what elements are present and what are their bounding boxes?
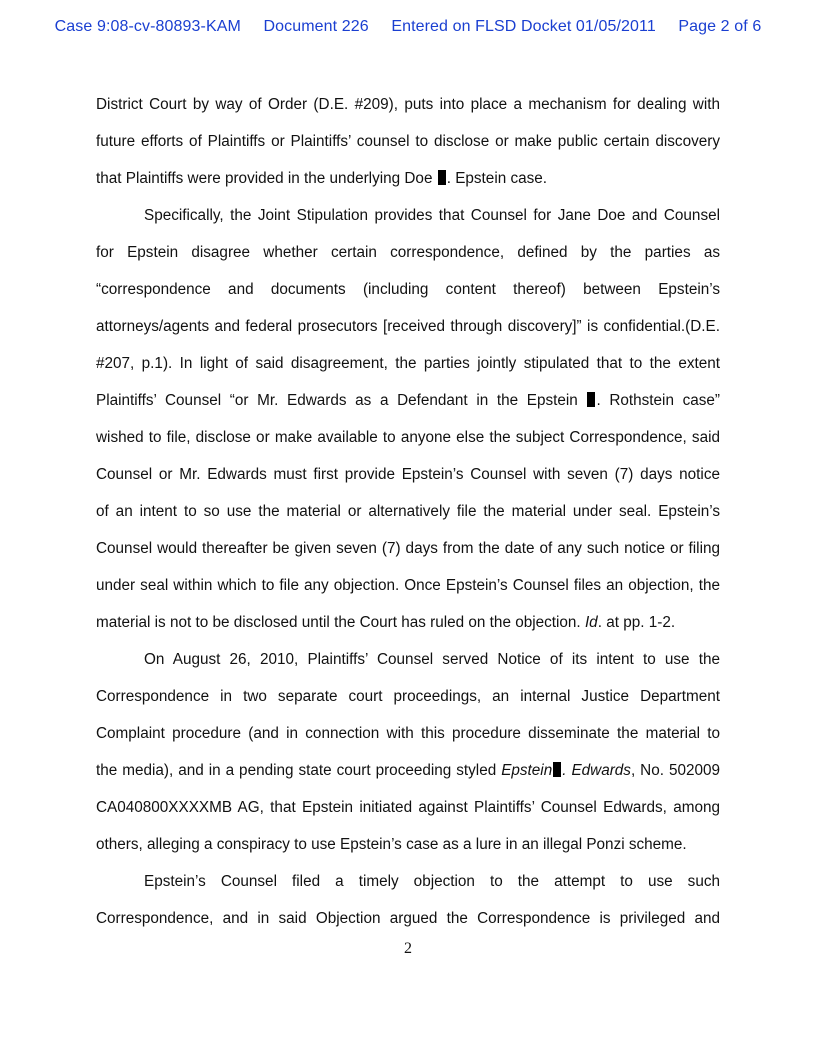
paragraph xyxy=(96,641,720,863)
text-line: District Court by way of Order (D.E. #209), puts into place a mechanism for dealing with xyxy=(96,96,720,113)
redaction-mark xyxy=(553,762,561,777)
italic-text: . Edwards xyxy=(562,762,631,779)
page-of-total: Page 2 of 6 xyxy=(678,18,762,35)
docket-header xyxy=(0,18,816,36)
document-number: Document 226 xyxy=(263,18,369,35)
text-line: CA040800XXXXMB AG, that Epstein initiated against Plaintiffs’ Counsel Edwards, among xyxy=(96,799,720,816)
text-line: #207, p.1). In light of said disagreement, the parties jointly stipulated that to the extent xyxy=(96,355,720,372)
text-line: “correspondence and documents (including content thereof) between Epstein’s xyxy=(96,281,720,298)
page-number: 2 xyxy=(404,940,412,957)
text-line: Epstein’s Counsel filed a timely objection to the attempt to use such xyxy=(144,873,720,890)
redaction-mark xyxy=(587,392,595,407)
paragraph xyxy=(96,86,720,197)
text-line: future efforts of Plaintiffs or Plaintiffs’ counsel to disclose or make public certain discovery xyxy=(96,133,720,150)
italic-text: Id xyxy=(584,614,598,631)
text-line: for Epstein disagree whether certain correspondence, defined by the parties as xyxy=(96,244,720,261)
text-line: Counsel would thereafter be given seven (7) days from the date of any such notice or filing xyxy=(96,540,720,557)
text-line: others, alleging a conspiracy to use Epstein’s case as a lure in an illegal Ponzi scheme. xyxy=(96,836,687,853)
text-line: Complaint procedure (and in connection with this procedure disseminate the material to xyxy=(96,725,720,742)
text-line: Correspondence, and in said Objection argued the Correspondence is privileged and xyxy=(96,910,720,927)
text-line: under seal within which to file any objection. Once Epstein’s Counsel files an objection, the xyxy=(96,577,720,594)
text-line: attorneys/agents and federal prosecutors [received through discovery]” is confidential.(D.E. xyxy=(96,318,720,335)
docket-entry-date: Entered on FLSD Docket 01/05/2011 xyxy=(391,18,656,35)
text-line: material is not to be disclosed until the Court has ruled on the objection. Id. at pp. 1-2. xyxy=(96,614,676,631)
text-line: On August 26, 2010, Plaintiffs’ Counsel served Notice of its intent to use the xyxy=(144,651,720,668)
text-line: Plaintiffs’ Counsel “or Mr. Edwards as a Defendant in the Epstein . Rothstein case” xyxy=(96,392,720,409)
case-number: Case 9:08-cv-80893-KAM xyxy=(54,18,241,35)
text-line: Correspondence in two separate court proceedings, an internal Justice Department xyxy=(96,688,720,705)
paragraph xyxy=(96,197,720,641)
document-body xyxy=(96,86,720,937)
italic-text: Epstein xyxy=(501,762,553,779)
paragraph xyxy=(96,863,720,937)
text-line: the media), and in a pending state court proceeding styled Epstein . Edwards, No. 502009 xyxy=(96,762,720,779)
redaction-mark xyxy=(438,170,446,185)
text-line: that Plaintiffs were provided in the underlying Doe . Epstein case. xyxy=(96,170,548,187)
text-line: wished to file, disclose or make available to anyone else the subject Correspondence, said xyxy=(96,429,720,446)
text-line: of an intent to so use the material or alternatively file the material under seal. Epstein’s xyxy=(96,503,720,520)
text-line: Specifically, the Joint Stipulation provides that Counsel for Jane Doe and Counsel xyxy=(144,207,720,224)
text-line: Counsel or Mr. Edwards must first provide Epstein’s Counsel with seven (7) days notice xyxy=(96,466,720,483)
